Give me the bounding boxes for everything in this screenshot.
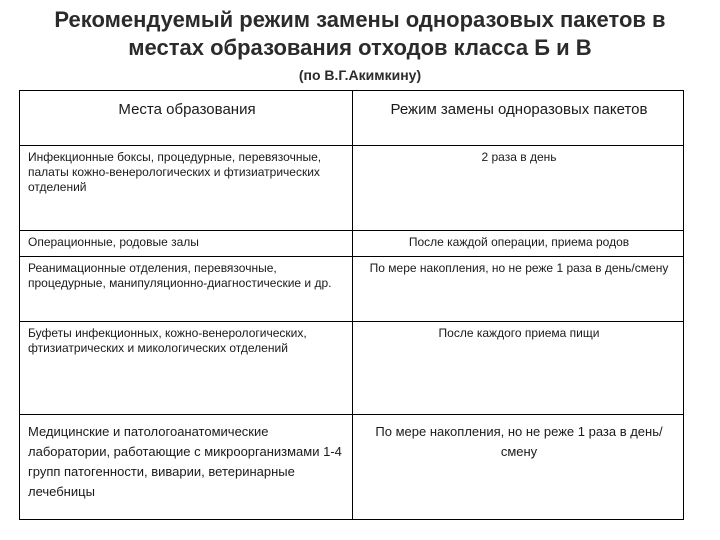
cell-place: Инфекционные боксы, процедурные, перевязочные, палаты кожно-венерологических и фтизиатрических отделений [20, 146, 353, 231]
header-mode: Режим замены одноразовых пакетов [353, 91, 684, 146]
page-title-line-2: местах образования отходов класса Б и В [128, 35, 592, 60]
table-row [20, 257, 684, 322]
page-title [0, 6, 720, 62]
table-row [20, 415, 684, 520]
cell-place: Буфеты инфекционных, кожно-венерологических, фтизиатрических и микологических отделений [20, 322, 353, 415]
table-header-row [20, 91, 684, 146]
cell-place: Медицинские и патологоанатомические лаборатории, работающие с микроорганизмами 1-4 групп патогенности, виварии, ветеринарные лечебницы [20, 415, 353, 520]
table-row [20, 146, 684, 231]
cell-mode: По мере накопления, но не реже 1 раза в день/смену [353, 257, 684, 322]
cell-mode: По мере накопления, но не реже 1 раза в день/смену [353, 415, 684, 520]
page-title-line-1: Рекомендуемый режим замены одноразовых пакетов в [54, 7, 666, 32]
cell-mode: 2 раза в день [353, 146, 684, 231]
bag-replacement-table [19, 90, 684, 520]
table-row [20, 231, 684, 257]
cell-place: Реанимационные отделения, перевязочные, процедурные, манипуляционно-диагностические и др. [20, 257, 353, 322]
table-row [20, 322, 684, 415]
page-subtitle: (по В.Г.Акимкину) [298, 67, 422, 83]
cell-place: Операционные, родовые залы [20, 231, 353, 257]
cell-mode: После каждой операции, приема родов [353, 231, 684, 257]
header-places: Места образования [20, 91, 353, 146]
cell-mode: После каждого приема пищи [353, 322, 684, 415]
